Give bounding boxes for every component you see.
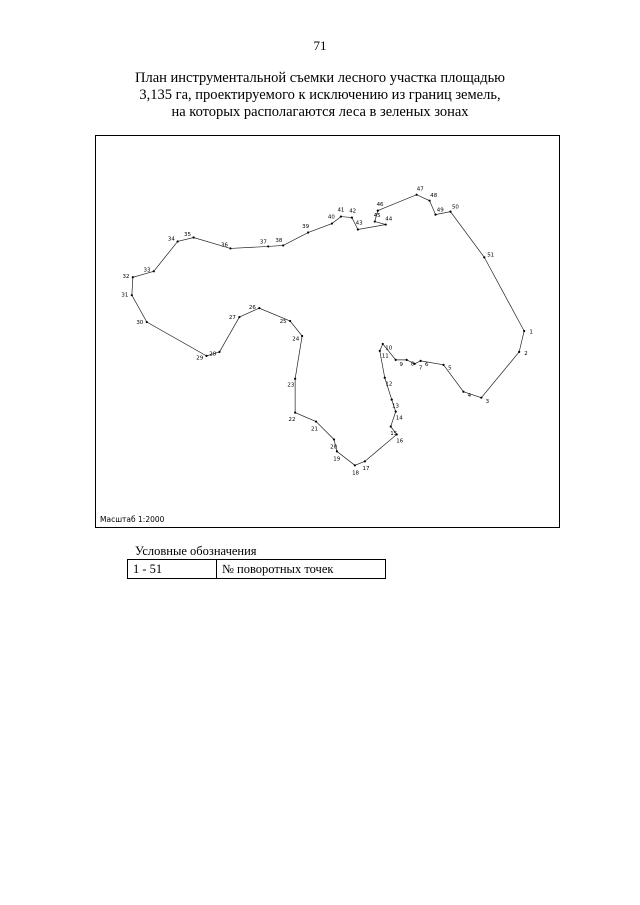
turning-point-label-14: 14: [395, 415, 403, 422]
legend-title: Условные обозначения: [135, 544, 257, 558]
turning-point-label-43: 43: [355, 220, 363, 227]
turning-point-label-23: 23: [287, 382, 295, 389]
turning-point-15: [390, 425, 392, 427]
turning-point-label-25: 25: [279, 319, 287, 326]
turning-point-label-39: 39: [302, 223, 310, 230]
turning-point-label-10: 10: [385, 345, 393, 352]
turning-point-17: [364, 460, 366, 462]
plan-title: [80, 70, 560, 121]
turning-point-label-42: 42: [349, 208, 357, 215]
turning-point-label-30: 30: [136, 320, 144, 327]
turning-point-label-37: 37: [259, 239, 267, 246]
turning-point-label-12: 12: [385, 381, 393, 388]
turning-point-36: [229, 247, 231, 249]
turning-point-label-46: 46: [376, 202, 384, 209]
title-line-2: 3,135 га, проектируемого к исключению из границ земель,: [139, 87, 501, 103]
turning-point-label-24: 24: [292, 336, 300, 343]
turning-point-label-33: 33: [143, 267, 151, 274]
turning-point-14: [395, 410, 397, 412]
turning-point-33: [153, 270, 155, 272]
turning-point-5: [442, 364, 444, 366]
turning-point-label-49: 49: [436, 207, 444, 214]
turning-point-26: [258, 307, 260, 309]
turning-point-label-21: 21: [310, 426, 318, 433]
turning-point-19: [336, 450, 338, 452]
turning-point-40: [331, 222, 333, 224]
turning-point-label-16: 16: [396, 438, 404, 445]
turning-point-9: [395, 359, 397, 361]
survey-plan-drawing: [96, 136, 559, 527]
turning-point-label-36: 36: [221, 242, 229, 249]
turning-point-47: [416, 194, 418, 196]
turning-point-label-20: 20: [330, 444, 338, 451]
legend-value: № поворотных точек: [217, 560, 386, 579]
turning-point-29: [205, 355, 207, 357]
turning-point-label-5: 5: [448, 365, 452, 372]
turning-point-label-6: 6: [425, 362, 429, 369]
turning-point-label-7: 7: [418, 365, 423, 372]
turning-point-label-40: 40: [327, 214, 335, 221]
turning-point-1: [523, 330, 525, 332]
turning-point-label-31: 31: [121, 292, 129, 299]
turning-point-label-45: 45: [373, 212, 381, 219]
turning-point-label-47: 47: [416, 186, 424, 193]
turning-point-6: [420, 360, 422, 362]
turning-point-label-48: 48: [430, 193, 438, 200]
turning-point-13: [391, 399, 393, 401]
turning-point-label-11: 11: [381, 353, 389, 360]
turning-point-49: [434, 214, 436, 216]
turning-point-label-15: 15: [390, 430, 398, 437]
title-line-3: на которых располагаются леса в зеленых зонах: [171, 104, 469, 120]
turning-point-42: [351, 216, 353, 218]
turning-point-39: [307, 231, 309, 233]
turning-point-label-8: 8: [410, 361, 415, 368]
survey-plan-frame: [95, 135, 560, 528]
turning-point-label-28: 28: [209, 351, 217, 358]
turning-point-8: [406, 359, 408, 361]
turning-point-21: [315, 420, 317, 422]
turning-point-34: [177, 240, 179, 242]
scale-label: Масштаб 1:2000: [100, 515, 165, 524]
turning-point-48: [428, 200, 430, 202]
turning-point-label-34: 34: [167, 236, 175, 243]
turning-point-label-3: 3: [485, 399, 490, 406]
turning-point-label-13: 13: [392, 403, 399, 410]
turning-point-label-51: 51: [487, 252, 495, 259]
turning-point-22: [294, 411, 296, 413]
turning-point-20: [333, 438, 335, 440]
turning-point-label-27: 27: [228, 314, 236, 321]
turning-point-50: [449, 211, 451, 213]
turning-point-28: [218, 351, 220, 353]
turning-point-label-19: 19: [333, 456, 341, 463]
turning-point-11: [379, 350, 381, 352]
turning-point-2: [518, 351, 520, 353]
turning-point-30: [146, 321, 148, 323]
turning-point-label-26: 26: [248, 305, 256, 312]
turning-point-41: [340, 215, 342, 217]
legend-table: [127, 559, 386, 579]
turning-point-label-32: 32: [122, 273, 130, 280]
turning-point-label-17: 17: [362, 466, 370, 473]
turning-point-4: [462, 391, 464, 393]
turning-point-46: [377, 210, 379, 212]
page-number: 71: [313, 38, 327, 53]
turning-point-label-29: 29: [196, 355, 204, 362]
legend-key: 1 - 51: [128, 560, 217, 579]
turning-point-label-41: 41: [337, 207, 345, 214]
turning-point-label-50: 50: [451, 204, 459, 211]
turning-point-24: [301, 335, 303, 337]
turning-point-35: [192, 236, 194, 238]
turning-point-18: [354, 464, 356, 466]
turning-point-label-4: 4: [467, 393, 472, 400]
turning-point-44: [385, 223, 387, 225]
turning-point-label-1: 1: [529, 329, 533, 336]
turning-point-label-38: 38: [275, 237, 283, 244]
turning-point-3: [480, 397, 482, 399]
legend-row: [128, 560, 386, 579]
turning-point-45: [374, 220, 376, 222]
turning-point-label-9: 9: [399, 361, 404, 368]
turning-point-23: [294, 378, 296, 380]
turning-point-43: [357, 228, 359, 230]
turning-point-12: [384, 377, 386, 379]
turning-point-51: [483, 256, 485, 258]
turning-point-label-2: 2: [524, 351, 528, 358]
turning-point-label-22: 22: [288, 416, 296, 423]
turning-point-31: [131, 294, 133, 296]
turning-point-27: [238, 316, 240, 318]
turning-point-25: [289, 320, 291, 322]
turning-point-38: [282, 244, 284, 246]
turning-point-32: [132, 276, 134, 278]
turning-point-label-18: 18: [352, 470, 360, 477]
turning-point-10: [382, 343, 384, 345]
turning-point-label-44: 44: [385, 216, 393, 223]
turning-point-label-35: 35: [184, 232, 191, 239]
turning-point-37: [267, 245, 269, 247]
title-line-1: План инструментальной съемки лесного участка площадью: [134, 70, 506, 86]
